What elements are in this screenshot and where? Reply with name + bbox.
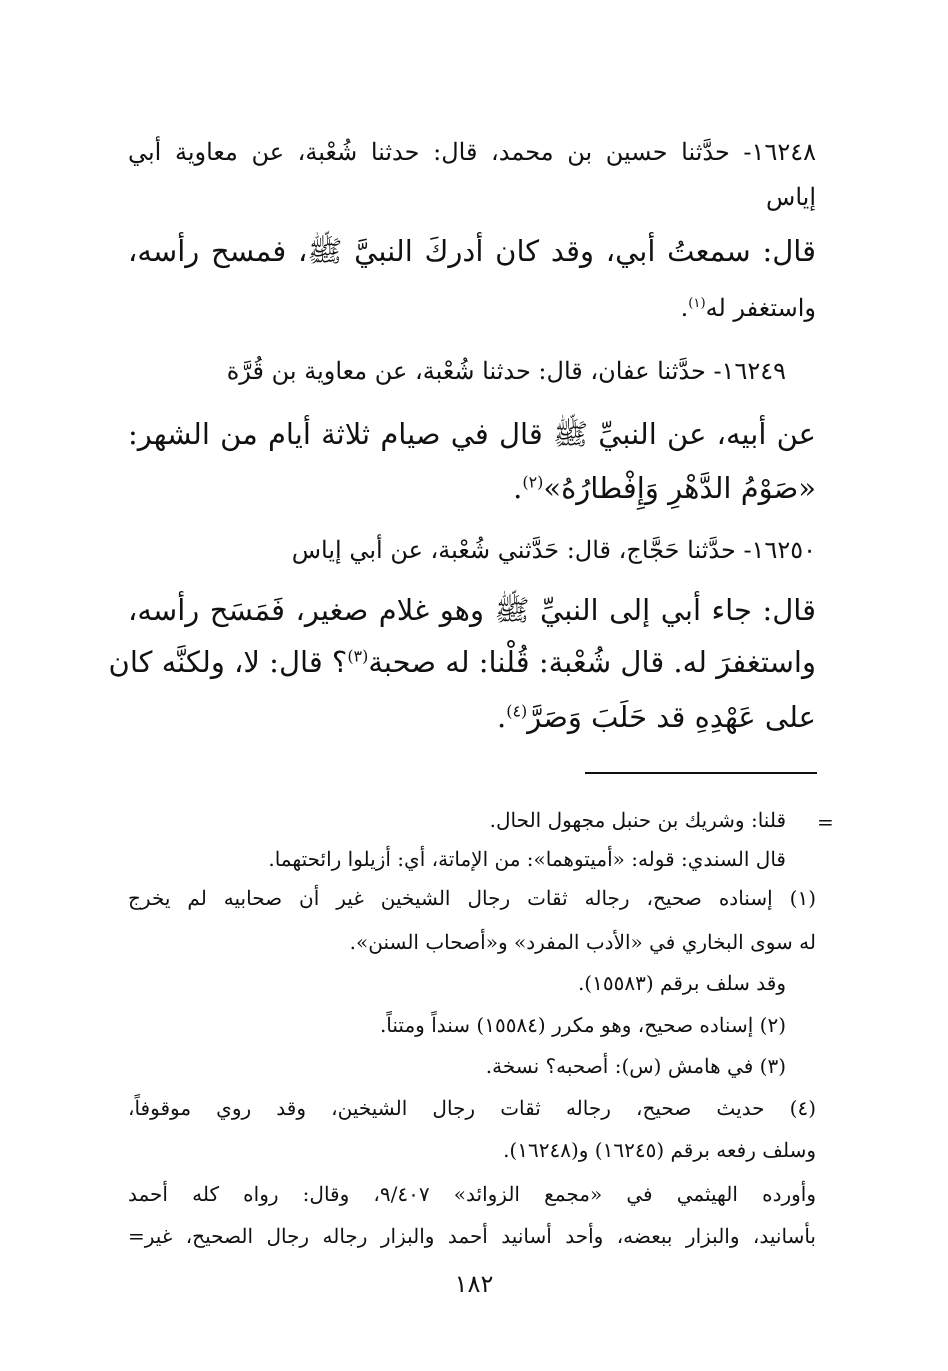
hadith-16250-matn-line-2 [108,645,816,679]
footnote-line: (٢) إسناده صحيح، وهو مكرر (١٥٥٨٤) سنداً ومتناً. [379,1013,786,1037]
matn-text: واستغفر له [705,294,816,322]
matn-text: على عَهْدِهِ قد حَلَبَ وَصَرَّ [527,700,816,734]
hadith-16248-isnad-line-1: ١٦٢٤٨- حدَّثنا حسين بن محمد، قال: حدثنا شُعْبة، عن معاوية أبي [128,138,816,166]
matn-text: «صَوْمُ الدَّهْرِ وَإِفْطارُهُ» [543,471,816,505]
hadith-16249-matn-line-1: عن أبيه، عن النبيِّ ﷺ قال في صيام ثلاثة أيام من الشهر: [128,417,816,451]
matn-text: واستغفرَ له. قال شُعْبة: قُلْنا: له صحبة [368,645,816,679]
footnote-separator [585,772,817,774]
hadith-16248-isnad-line-2: إياس [766,183,816,211]
period: . [680,294,689,322]
footnote-ref-4: (٤) [506,701,528,721]
footnote-line: وأورده الهيثمي في «مجمع الزوائد» ٩/٤٠٧، وقال: رواه كله أحمد [128,1182,817,1206]
footnote-line: له سوى البخاري في «الأدب المفرد» و«أصحاب السنن». [349,930,816,954]
hadith-16249-matn-line-2 [128,471,816,505]
hadith-16248-matn-line-2 [128,296,816,320]
footnote-line: قلنا: وشريك بن حنبل مجهول الحال. [489,808,786,832]
footnote-line: وقد سلف برقم (١٥٥٨٣). [577,971,786,995]
footnote-line: قال السندي: قوله: «أميتوهما»: من الإماتة، أي: أزيلوا رائحتهما. [268,847,786,871]
footnote-line: (٤) حديث صحيح، رجاله ثقات رجال الشيخين، وقد روي موقوفاً، [128,1096,816,1120]
period: . [497,700,507,734]
footnote-line: وسلف رفعه برقم (١٦٢٤٥) و(١٦٢٤٨). [503,1138,816,1162]
footnote-continuation-mark: = [817,810,834,834]
hadith-16250-matn-line-1: قال: جاء أبي إلى النبيِّ ﷺ وهو غلام صغير، فَمَسَح رأسه، [128,593,816,627]
footnote-ref-2: (٢) [522,472,544,492]
footnote-ref-1: (١) [688,296,706,311]
hadith-16249-isnad-line-1: ١٦٢٤٩- حدَّثنا عفان، قال: حدثنا شُعْبة، عن معاوية بن قُرَّة [226,357,786,385]
footnote-ref-3: (٣) [347,646,369,666]
page-number: ١٨٢ [454,1270,494,1298]
period: . [513,471,523,505]
hadith-16250-isnad-line-1: ١٦٢٥٠- حدَّثنا حَجَّاج، قال: حَدَّثني شُعْبة، عن أبي إياس [291,536,816,564]
footnote-line: (٣) في هامش (س): أصحبه؟ نسخة. [485,1054,786,1078]
hadith-16248-matn-line-1: قال: سمعتُ أبي، وقد كان أدركَ النبيَّ ﷺ، فمسح رأسه، [128,234,816,268]
footnote-line: بأسانيد، والبزار ببعضه، وأحد أسانيد أحمد والبزار رجاله رجال الصحيح، غير= [128,1224,816,1248]
hadith-16250-matn-line-3 [128,700,816,734]
matn-text: ؟ قال: لا، ولكنَّه كان [108,645,348,679]
footnote-line: (١) إسناده صحيح، رجاله ثقات رجال الشيخين غير أن صحابيه لم يخرج [128,886,816,910]
